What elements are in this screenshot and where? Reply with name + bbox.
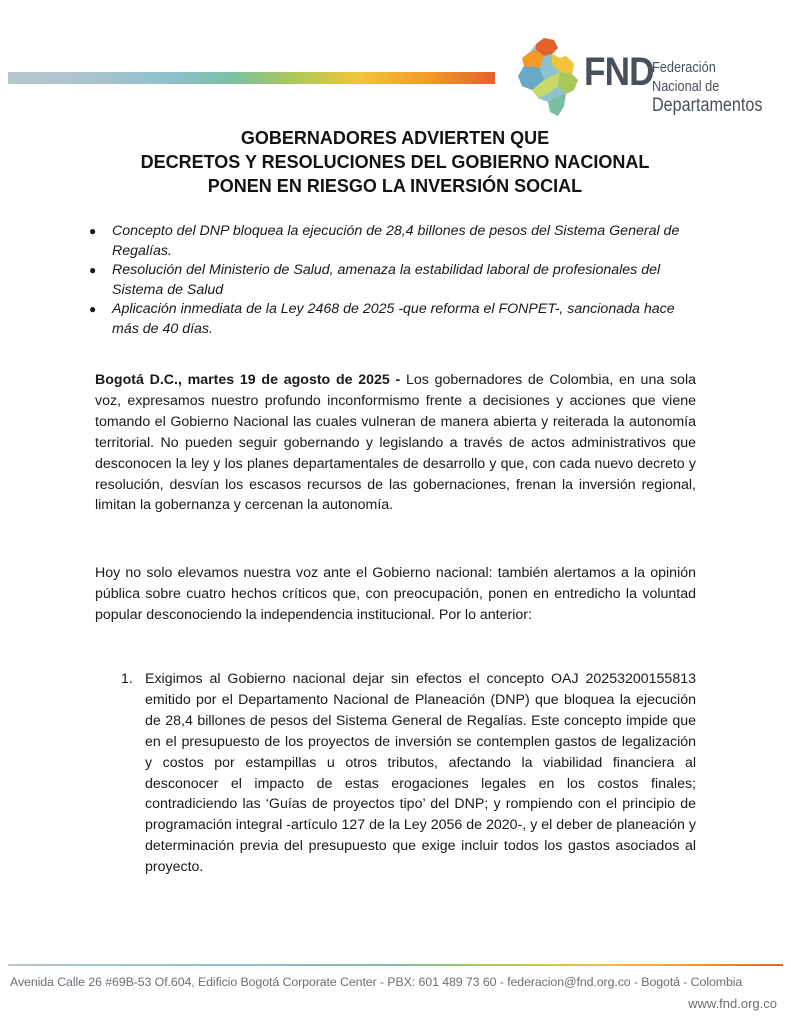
numbered-item: [121, 669, 696, 878]
item-text: Exigimos al Gobierno nacional dejar sin efectos el concepto OAJ 20253200155813 emitido por el Departamento Nacional de Planeación (DNP) que bloquea la ejecución de 28,4 billones de pesos del Sistema General de Regalías. Este concepto impide que en el presupuesto de los proyectos de inversión se contemplen gastos de legalización y costos por estampillas u otros tributos, afectando la viabilidad financiera al desconocer el impacto de estas erogaciones legales en los costos finales; contradiciendo las ‘Guías de proyectos tipo’ del DNP; y rompiendo con el principio de programación integral -artículo 127 de la Ley 2056 de 2020-, y el deber de planeación y determinación previa del presupuesto que exige incluir todos los gastos asociados al proyecto.: [145, 671, 696, 876]
logo-name-line2: Departamentos: [652, 95, 763, 116]
bullet-item: ● Concepto del DNP bloquea la ejecución de 28,4 billones de pesos del Sistema General de Regalías.: [112, 222, 702, 261]
footer-website: www.fnd.org.co: [688, 996, 777, 1011]
paragraph-intro-body: Los gobernadores de Colombia, en una sola voz, expresamos nuestro profundo inconformismo frente a decisiones y acciones que viene tomando el Gobierno Nacional las cuales vulneran de manera abierta y reiterada la autonomía territorial. No pueden seguir gobernando y legislando a través de actos administrativos que desconocen la ley y los planes departamentales de desarrollo y que, con cada nuevo decreto y resolución, desvían los escasos recursos de las gobernaciones, frenan la inversión regional, limitan la gobernanza y cercenan la autonomía.: [95, 372, 696, 514]
item-number: 1.: [121, 671, 133, 687]
paragraph-intro: [95, 370, 696, 516]
fnd-logo: [514, 36, 779, 120]
logo-organization-name: [652, 58, 762, 115]
footer-color-line: [8, 964, 783, 966]
bullet-item: ● Resolución del Ministerio de Salud, amenaza la estabilidad laboral de profesionales del Sistema de Salud: [112, 261, 702, 300]
header-color-bar: [8, 72, 495, 84]
dateline: Bogotá D.C., martes 19 de agosto de 2025 -: [95, 372, 401, 388]
summary-bullet-list: [112, 222, 702, 339]
paragraph-alert: Hoy no solo elevamos nuestra voz ante el Gobierno nacional: también alertamos a la opinión pública sobre cuatro hechos críticos que, con preocupación, ponen en entredicho la voluntad popular desconociendo la independencia institucional. Por lo anterior:: [95, 565, 696, 623]
logo-name-line1: Federación Nacional de: [652, 59, 720, 95]
logo-wordmark: FND: [584, 50, 654, 94]
numbered-demands-list: [121, 669, 696, 878]
bullet-item: ● Aplicación inmediata de la Ley 2468 de 2025 -que reforma el FONPET-, sancionada hace más de 40 días.: [112, 300, 702, 339]
colombia-map-icon: [514, 36, 580, 120]
title-line-2: DECRETOS Y RESOLUCIONES DEL GOBIERNO NACIONAL: [140, 152, 650, 172]
title-line-3: PONEN EN RIESGO LA INVERSIÓN SOCIAL: [207, 176, 583, 196]
document-title: [60, 126, 730, 198]
footer-address: Avenida Calle 26 #69B-53 Of.604, Edificio Bogotá Corporate Center - PBX: 601 489 73 60 - federacion@fnd.org.co - Bogotá - Colombia: [10, 975, 743, 989]
title-line-1: GOBERNADORES ADVIERTEN QUE: [240, 128, 550, 148]
